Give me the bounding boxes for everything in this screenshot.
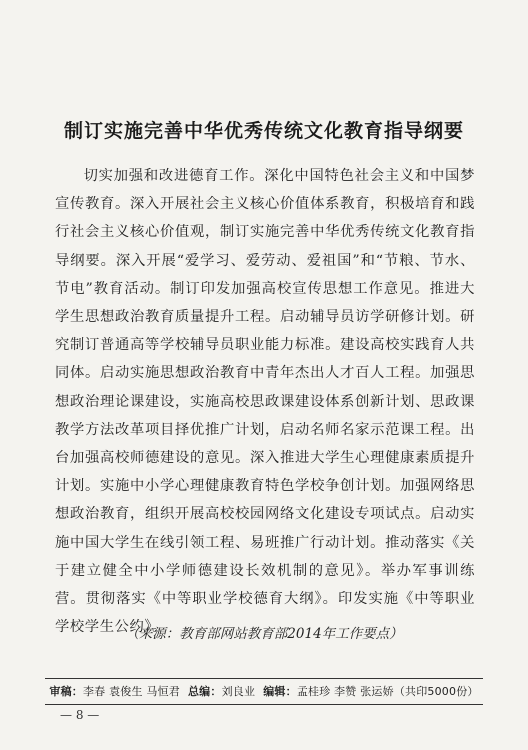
- print-count: （共印5000份）: [393, 685, 479, 698]
- source-citation: （来源：教育部网站教育部2014年工作要点）: [125, 626, 403, 642]
- editor-label: 编辑：: [263, 685, 297, 698]
- chief-editor-name: 刘良业: [221, 685, 256, 698]
- page-title: 制订实施完善中华优秀传统文化教育指导纲要: [63, 120, 464, 142]
- bottom-divider: [45, 704, 483, 705]
- chief-editor-label: 总编：: [187, 685, 222, 698]
- review-names: 李春 袁俊生 马恒君: [82, 685, 180, 698]
- page-number: — 8 —: [60, 708, 100, 722]
- body-paragraph: 切实加强和改进德育工作。深化中国特色社会主义和中国梦宣传教育。深入开展社会主义核心价值体系教育，积极培育和践行社会主义核心价值观，制订实施完善中华优秀传统文化教育指导纲要。深入开展“爱学习、爱劳动、爱祖国”和“节粮、节水、节电”教育活动。制订印发加强高校宣传思想工作意见。推进大学生思想政治教育质量提升工程。启动辅导员访学研修计划。研究制订普通高等学校辅导员职业能力标准。建设高校实践育人共同体。启动实施思想政治教育中青年杰出人才百人工程。加强思想政治理论课建设，实施高校思政课建设体系创新计划、思政课教学方法改革项目择优推广计划，启动名师名家示范课工程。出台加强高校师德建设的意见。深入推进大学生心理健康素质提升计划。实施中小学心理健康教育特色学校争创计划。加强网络思想政治教育，组织开展高校校园网络文化建设专项试点。启动实施中国大学生在线引领工程、易班推广行动计划。推动落实《关于建立健全中小学师德建设长效机制的意见》。举办军事训练营。贯彻落实《中等职业学校德育大纲》。印发实施《中等职业学校学生公约》。: [55, 168, 475, 636]
- credits-line: [0, 683, 528, 699]
- top-divider: [45, 678, 483, 679]
- editor-names: 孟桂珍 李赞 张运娇: [296, 685, 394, 698]
- review-label: 审稿：: [49, 685, 83, 698]
